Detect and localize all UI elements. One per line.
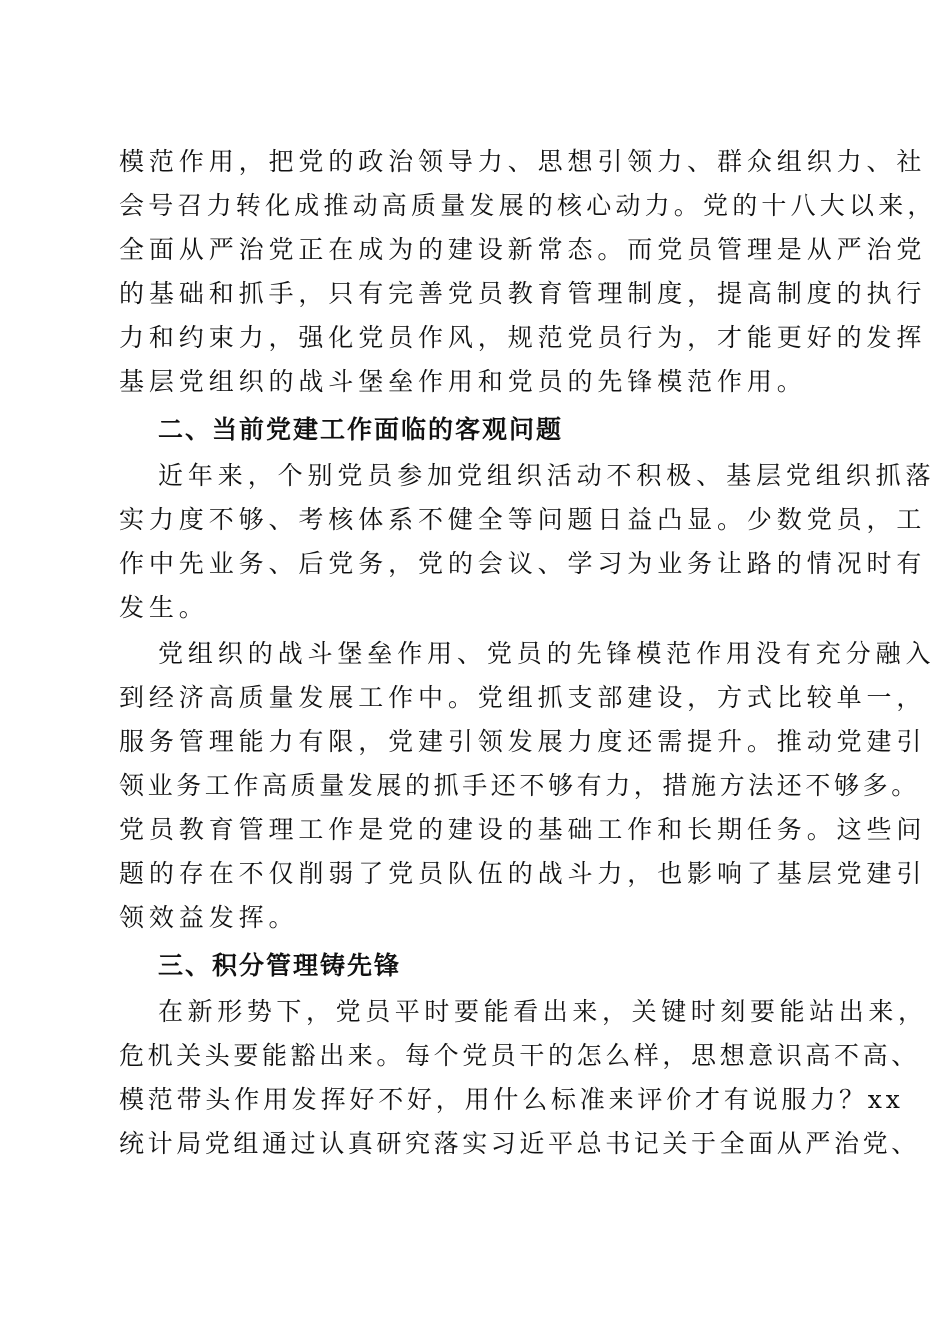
paragraph-line: 到经济高质量发展工作中。党组抓支部建设，方式比较单一， (119, 683, 927, 712)
paragraph-line: 统计局党组通过认真研究落实习近平总书记关于全面从严治党、 (119, 1129, 920, 1158)
paragraph-line: 党组织的战斗堡垒作用、党员的先锋模范作用没有充分融入 (158, 639, 936, 668)
paragraph-line: 模范作用，把党的政治领导力、思想引领力、群众组织力、社 (119, 147, 927, 176)
paragraph-line: 领业务工作高质量发展的抓手还不够有力，措施方法还不够多。 (119, 771, 920, 800)
paragraph-line: 近年来，个别党员参加党组织活动不积极、基层党组织抓落 (158, 461, 936, 490)
paragraph-line: 基层党组织的战斗堡垒作用和党员的先锋模范作用。 (119, 367, 807, 396)
paragraph-line: 会号召力转化成推动高质量发展的核心动力。党的十八大以来， (119, 191, 937, 220)
paragraph-line: 发生。 (119, 593, 209, 622)
paragraph-line: 在新形势下，党员平时要能看出来，关键时刻要能站出来， (158, 997, 928, 1026)
paragraph-line: 力和约束力，强化党员作风，规范党员行为，才能更好的发挥 (119, 323, 927, 352)
paragraph-line: 题的存在不仅削弱了党员队伍的战斗力，也影响了基层党建引 (119, 859, 927, 888)
section-heading: 三、积分管理铸先锋 (158, 951, 402, 980)
paragraph-line: 模范带头作用发挥好不好，用什么标准来评价才有说服力？xx (119, 1085, 904, 1114)
section-heading: 二、当前党建工作面临的客观问题 (158, 415, 564, 444)
paragraph-line: 危机关头要能豁出来。每个党员干的怎么样，思想意识高不高、 (119, 1041, 920, 1070)
paragraph-line: 全面从严治党正在成为的建设新常态。而党员管理是从严治党 (119, 235, 927, 264)
paragraph-line: 党员教育管理工作是党的建设的基础工作和长期任务。这些问 (119, 815, 927, 844)
paragraph-line: 实力度不够、考核体系不健全等问题日益凸显。少数党员，工 (119, 505, 927, 534)
paragraph-line: 作中先业务、后党务，党的会议、学习为业务让路的情况时有 (119, 549, 927, 578)
paragraph-line: 领效益发挥。 (119, 903, 299, 932)
paragraph-line: 服务管理能力有限，党建引领发展力度还需提升。推动党建引 (119, 727, 927, 756)
paragraph-line: 的基础和抓手，只有完善党员教育管理制度，提高制度的执行 (119, 279, 927, 308)
